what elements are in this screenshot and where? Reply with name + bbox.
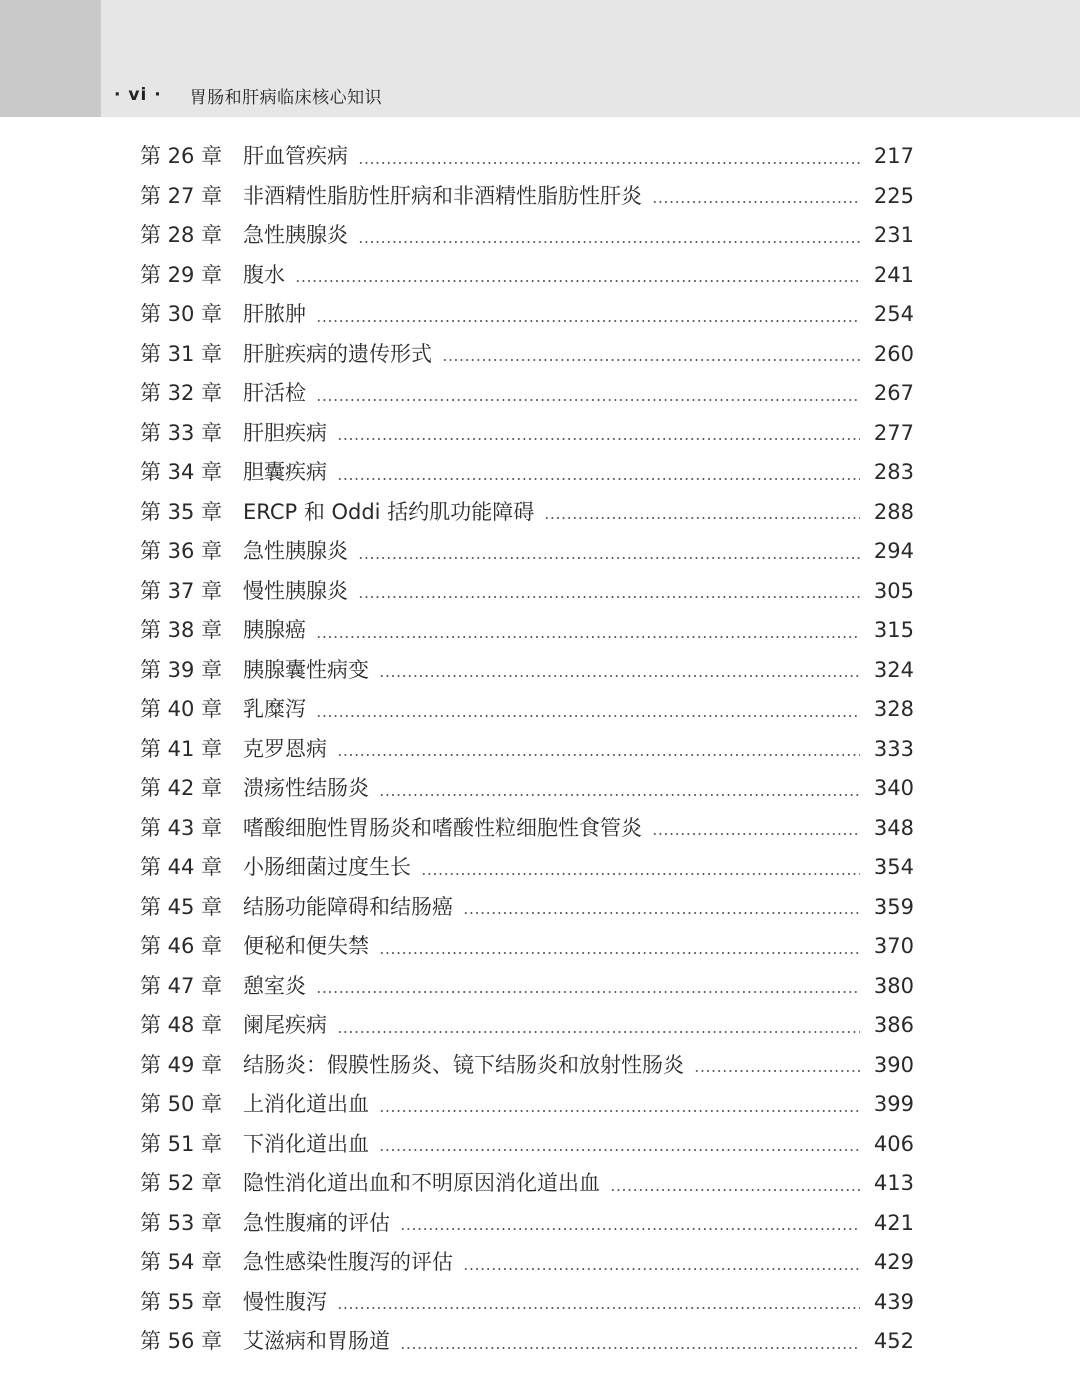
chapter-title: 慢性腹泻 [243,1289,327,1314]
page-reference: 439 [873,1289,914,1314]
chapter-title: 胆囊疾病 [243,460,327,485]
toc-entry [140,572,914,612]
toc-entry [140,295,914,335]
dot-leader [610,1189,860,1191]
dot-leader [316,715,860,717]
toc-entry [140,137,914,177]
chapter-title: 便秘和便失禁 [243,934,369,959]
toc-entry [140,256,914,296]
page-reference: 413 [873,1171,914,1196]
page-reference: 370 [873,934,914,959]
chapter-number: 第 53 章 [140,1210,223,1235]
chapter-title: 憩室炎 [243,973,306,998]
chapter-title: 嗜酸细胞性胃肠炎和嗜酸性粒细胞性食管炎 [243,815,642,840]
page-reference: 340 [873,776,914,801]
chapter-number: 第 52 章 [140,1171,223,1196]
toc-entry [140,374,914,414]
toc-entry [140,611,914,651]
page-reference: 225 [873,183,914,208]
chapter-number: 第 50 章 [140,1092,223,1117]
page-reference: 333 [873,736,914,761]
toc-entry [140,1164,914,1204]
page-reference: 406 [873,1131,914,1156]
chapter-title: 隐性消化道出血和不明原因消化道出血 [243,1171,600,1196]
dot-leader [337,1307,860,1309]
dot-leader [379,675,860,677]
toc-entry [140,216,914,256]
chapter-number: 第 31 章 [140,341,223,366]
dot-leader [337,478,860,480]
chapter-number: 第 54 章 [140,1250,223,1275]
chapter-title: 结肠功能障碍和结肠癌 [243,894,453,919]
dot-leader [337,754,860,756]
toc-entry [140,809,914,849]
chapter-title: 肝胆疾病 [243,420,327,445]
dot-leader [379,794,860,796]
page-reference: 277 [873,420,914,445]
header-tab [0,0,101,117]
chapter-number: 第 41 章 [140,736,223,761]
chapter-title: 急性胰腺炎 [243,539,348,564]
chapter-title: 肝活检 [243,381,306,406]
chapter-title: 腹水 [243,262,285,287]
chapter-number: 第 27 章 [140,183,223,208]
chapter-number: 第 32 章 [140,381,223,406]
chapter-title: 下消化道出血 [243,1131,369,1156]
toc-entry [140,1085,914,1125]
dot-leader [652,833,860,835]
page-number: · vi · [114,85,162,105]
toc-entry [140,453,914,493]
dot-leader [358,241,860,243]
dot-leader [358,557,860,559]
toc-entry [140,414,914,454]
chapter-number: 第 30 章 [140,302,223,327]
toc-entry [140,493,914,533]
page-reference: 429 [873,1250,914,1275]
chapter-title: 急性腹痛的评估 [243,1210,390,1235]
running-header [0,0,1080,117]
dot-leader [694,1070,860,1072]
toc-entry [140,1046,914,1086]
dot-leader [652,201,860,203]
dot-leader [316,991,860,993]
dot-leader [400,1228,860,1230]
chapter-title: 乳糜泻 [243,697,306,722]
chapter-title: 慢性胰腺炎 [243,578,348,603]
dot-leader [316,320,860,322]
page-reference: 324 [873,657,914,682]
page-reference: 254 [873,302,914,327]
page-reference: 354 [873,855,914,880]
chapter-number: 第 40 章 [140,697,223,722]
chapter-number: 第 45 章 [140,894,223,919]
page-reference: 217 [873,144,914,169]
dot-leader [400,1347,860,1349]
chapter-title: 急性感染性腹泻的评估 [243,1250,453,1275]
toc-entry [140,888,914,928]
chapter-number: 第 29 章 [140,262,223,287]
chapter-title: 肝脏疾病的遗传形式 [243,341,432,366]
chapter-number: 第 46 章 [140,934,223,959]
dot-leader [337,438,860,440]
chapter-title: 非酒精性脂肪性肝病和非酒精性脂肪性肝炎 [243,183,642,208]
dot-leader [463,1268,860,1270]
toc-entry [140,335,914,375]
chapter-number: 第 49 章 [140,1052,223,1077]
toc-entry [140,848,914,888]
page-reference: 452 [873,1329,914,1354]
chapter-title: 胰腺癌 [243,618,306,643]
page-reference: 241 [873,262,914,287]
page-reference: 380 [873,973,914,998]
page-reference: 294 [873,539,914,564]
chapter-number: 第 51 章 [140,1131,223,1156]
dot-leader [379,952,860,954]
chapter-number: 第 44 章 [140,855,223,880]
toc-entry [140,690,914,730]
toc-entry [140,532,914,572]
chapter-number: 第 28 章 [140,223,223,248]
toc-entry [140,1283,914,1323]
chapter-number: 第 39 章 [140,657,223,682]
chapter-title: 上消化道出血 [243,1092,369,1117]
page-reference: 260 [873,341,914,366]
chapter-number: 第 37 章 [140,578,223,603]
dot-leader [463,912,860,914]
chapter-title: 阑尾疾病 [243,1013,327,1038]
chapter-title: 小肠细菌过度生长 [243,855,411,880]
page-reference: 421 [873,1210,914,1235]
dot-leader [358,162,860,164]
chapter-title: 结肠炎：假膜性肠炎、镜下结肠炎和放射性肠炎 [243,1052,684,1077]
dot-leader [358,596,860,598]
chapter-title: 肝脓肿 [243,302,306,327]
chapter-title: 溃疡性结肠炎 [243,776,369,801]
dot-leader [442,359,860,361]
chapter-number: 第 33 章 [140,420,223,445]
chapter-number: 第 48 章 [140,1013,223,1038]
page-reference: 359 [873,894,914,919]
chapter-number: 第 36 章 [140,539,223,564]
chapter-number: 第 55 章 [140,1289,223,1314]
chapter-title: 胰腺囊性病变 [243,657,369,682]
dot-leader [295,280,860,282]
dot-leader [544,517,860,519]
toc-entry [140,651,914,691]
page-reference: 399 [873,1092,914,1117]
dot-leader [421,873,860,875]
chapter-number: 第 56 章 [140,1329,223,1354]
page-reference: 386 [873,1013,914,1038]
chapter-number: 第 43 章 [140,815,223,840]
header-text [114,84,382,106]
dot-leader [316,399,860,401]
dot-leader [316,636,860,638]
toc-entry [140,769,914,809]
chapter-number: 第 38 章 [140,618,223,643]
chapter-title: 肝血管疾病 [243,144,348,169]
page-reference: 305 [873,578,914,603]
chapter-title: 克罗恩病 [243,736,327,761]
page-reference: 288 [873,499,914,524]
chapter-title: 急性胰腺炎 [243,223,348,248]
toc-entry [140,967,914,1007]
table-of-contents [140,137,914,1362]
chapter-title: ERCP 和 Oddi 括约肌功能障碍 [243,499,535,524]
page-reference: 328 [873,697,914,722]
dot-leader [379,1149,860,1151]
toc-entry [140,1204,914,1244]
chapter-number: 第 42 章 [140,776,223,801]
toc-entry [140,1322,914,1362]
dot-leader [337,1031,860,1033]
page-reference: 283 [873,460,914,485]
book-title: 胃肠和肝病临床核心知识 [189,87,383,108]
chapter-number: 第 34 章 [140,460,223,485]
page-reference: 231 [873,223,914,248]
chapter-number: 第 47 章 [140,973,223,998]
chapter-number: 第 26 章 [140,144,223,169]
toc-entry [140,1243,914,1283]
chapter-title: 艾滋病和胃肠道 [243,1329,390,1354]
toc-entry [140,1125,914,1165]
page-reference: 267 [873,381,914,406]
toc-entry [140,1006,914,1046]
toc-entry [140,177,914,217]
toc-entry [140,730,914,770]
chapter-number: 第 35 章 [140,499,223,524]
toc-entry [140,927,914,967]
dot-leader [379,1110,860,1112]
page-reference: 390 [873,1052,914,1077]
page-reference: 348 [873,815,914,840]
page-reference: 315 [873,618,914,643]
